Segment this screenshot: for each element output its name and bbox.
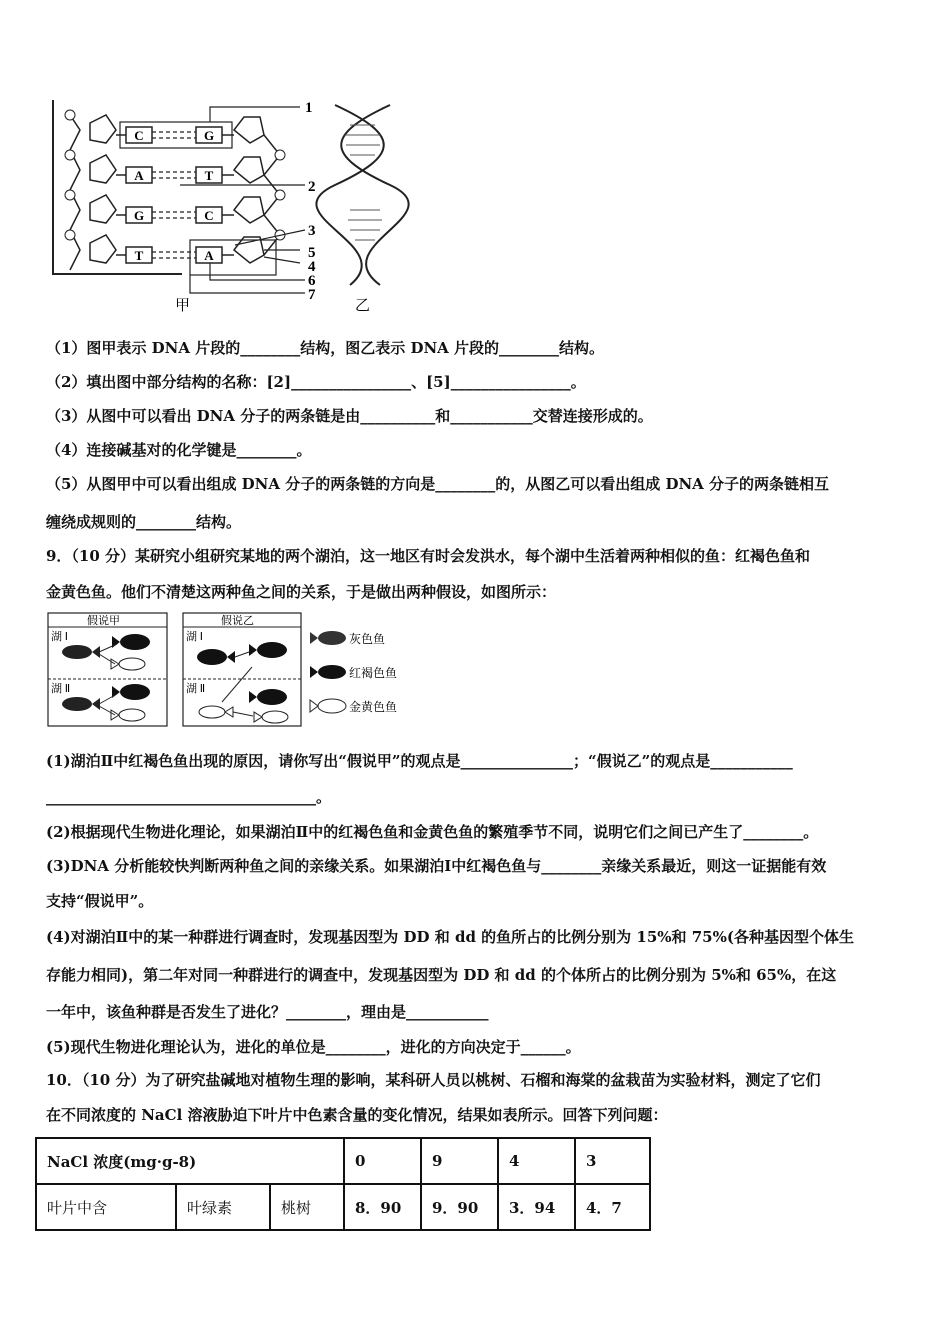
- base-right-3: C: [204, 208, 214, 223]
- q9-part4-line1: (4)对湖泊Ⅱ中的某一种群进行调查时，发现基因型为 DD 和 dd 的鱼所占的比例分别为 15%和 75%(各种基因型个体生: [46, 928, 854, 946]
- hyp-b-title: 假说乙: [221, 615, 254, 627]
- caption-yi: 乙: [355, 298, 371, 314]
- row-value: 3．94: [498, 1184, 575, 1230]
- row-group: 叶片中含: [36, 1184, 176, 1230]
- q9-part3-line2: 支持“假说甲”。: [46, 892, 154, 910]
- hyp-b-lake1: 湖 Ⅰ: [186, 631, 203, 643]
- q10-stem-line2: 在不同浓度的 NaCl 溶液胁迫下叶片中色素含量的变化情况，结果如表所示。回答下列问题：: [46, 1106, 668, 1124]
- callout-5: 5: [308, 245, 316, 261]
- q9-part4-line2: 存能力相同)，第二年对同一种群进行的调查中，发现基因型为 DD 和 dd 的个体所占的比例分别为 5%和 65%，在这: [46, 966, 837, 984]
- dna-structure-figure: [50, 95, 430, 317]
- hyp-a-title: 假说甲: [87, 615, 120, 627]
- base-left-4: T: [134, 248, 144, 263]
- hyp-a-lake1: 湖 Ⅰ: [51, 631, 68, 643]
- row-pigment: 叶绿素: [176, 1184, 270, 1230]
- table-header-row: [36, 1138, 650, 1184]
- base-left-2: A: [134, 168, 144, 183]
- q9-stem-line2: 金黄色鱼。他们不清楚这两种鱼之间的关系，于是做出两种假设，如图所示：: [46, 583, 557, 601]
- header-label: NaCl 浓度(mg·g-8): [36, 1138, 344, 1184]
- base-right-2: T: [204, 168, 214, 183]
- row-value: 9．90: [421, 1184, 498, 1230]
- header-value: 9: [421, 1138, 498, 1184]
- q9-part1-line2: ____________________________________。: [46, 788, 332, 806]
- callout-6: 6: [308, 273, 316, 289]
- row-value: 8．90: [344, 1184, 421, 1230]
- table-row: [36, 1184, 650, 1230]
- q9-part1-line1: (1)湖泊Ⅱ中红褐色鱼出现的原因，请你写出“假说甲”的观点是_______________；“假说乙”的观点是___________: [46, 752, 793, 770]
- q9-part2: (2)根据现代生物进化理论，如果湖泊Ⅱ中的红褐色鱼和金黄色鱼的繁殖季节不同，说明它们之间已产生了________。: [46, 823, 819, 841]
- base-left-1: C: [134, 128, 144, 143]
- callout-7: 7: [308, 287, 316, 303]
- q8-part4: （4）连接碱基对的化学键是________。: [46, 441, 312, 459]
- q8-part3: （3）从图中可以看出 DNA 分子的两条链是由__________和___________交替连接形成的。: [46, 407, 653, 425]
- base-right-1: G: [203, 128, 215, 143]
- callout-2: 2: [308, 179, 316, 195]
- nacl-pigment-table: [35, 1137, 651, 1231]
- callout-1: 1: [305, 100, 313, 116]
- q8-part5-line2: 缠绕成规则的________结构。: [46, 513, 242, 531]
- header-value: 0: [344, 1138, 421, 1184]
- legend-golden-fish: 金黄色鱼: [349, 700, 398, 714]
- fish-hypothesis-figure: [47, 612, 417, 728]
- q8-part2: （2）填出图中部分结构的名称：[2]________________、[5]________________。: [46, 373, 586, 391]
- q9-stem-line1: 9．（10 分）某研究小组研究某地的两个湖泊，这一地区有时会发洪水，每个湖中生活着两种相似的鱼：红褐色鱼和: [46, 547, 811, 565]
- callout-3: 3: [308, 223, 316, 239]
- legend-gray-fish: 灰色鱼: [349, 632, 386, 646]
- base-left-3: G: [133, 208, 145, 223]
- q9-part4-line3: 一年中，该鱼种群是否发生了进化？________，理由是___________: [46, 1003, 489, 1021]
- q9-part3-line1: (3)DNA 分析能较快判断两种鱼之间的亲缘关系。如果湖泊Ⅰ中红褐色鱼与________亲缘关系最近，则这一证据能有效: [46, 857, 827, 875]
- row-plant: 桃树: [270, 1184, 344, 1230]
- header-value: 4: [498, 1138, 575, 1184]
- q8-part5-line1: （5）从图甲中可以看出组成 DNA 分子的两条链的方向是________的，从图乙可以看出组成 DNA 分子的两条链相互: [46, 475, 830, 493]
- base-right-4: A: [204, 248, 214, 263]
- hyp-a-lake2: 湖 Ⅱ: [51, 683, 71, 695]
- q9-part5: (5)现代生物进化理论认为，进化的单位是________，进化的方向决定于______。: [46, 1038, 581, 1056]
- hyp-b-lake2: 湖 Ⅱ: [186, 683, 206, 695]
- q8-part1: （1）图甲表示 DNA 片段的________结构，图乙表示 DNA 片段的________结构。: [46, 339, 605, 357]
- header-value: 3: [575, 1138, 650, 1184]
- q10-stem-line1: 10．（10 分）为了研究盐碱地对植物生理的影响，某科研人员以桃树、石榴和海棠的盆栽苗为实验材料，测定了它们: [46, 1071, 821, 1089]
- caption-jia: 甲: [175, 298, 191, 314]
- callout-4: 4: [308, 259, 316, 275]
- legend-brown-fish: 红褐色鱼: [349, 666, 398, 680]
- row-value: 4．7: [575, 1184, 650, 1230]
